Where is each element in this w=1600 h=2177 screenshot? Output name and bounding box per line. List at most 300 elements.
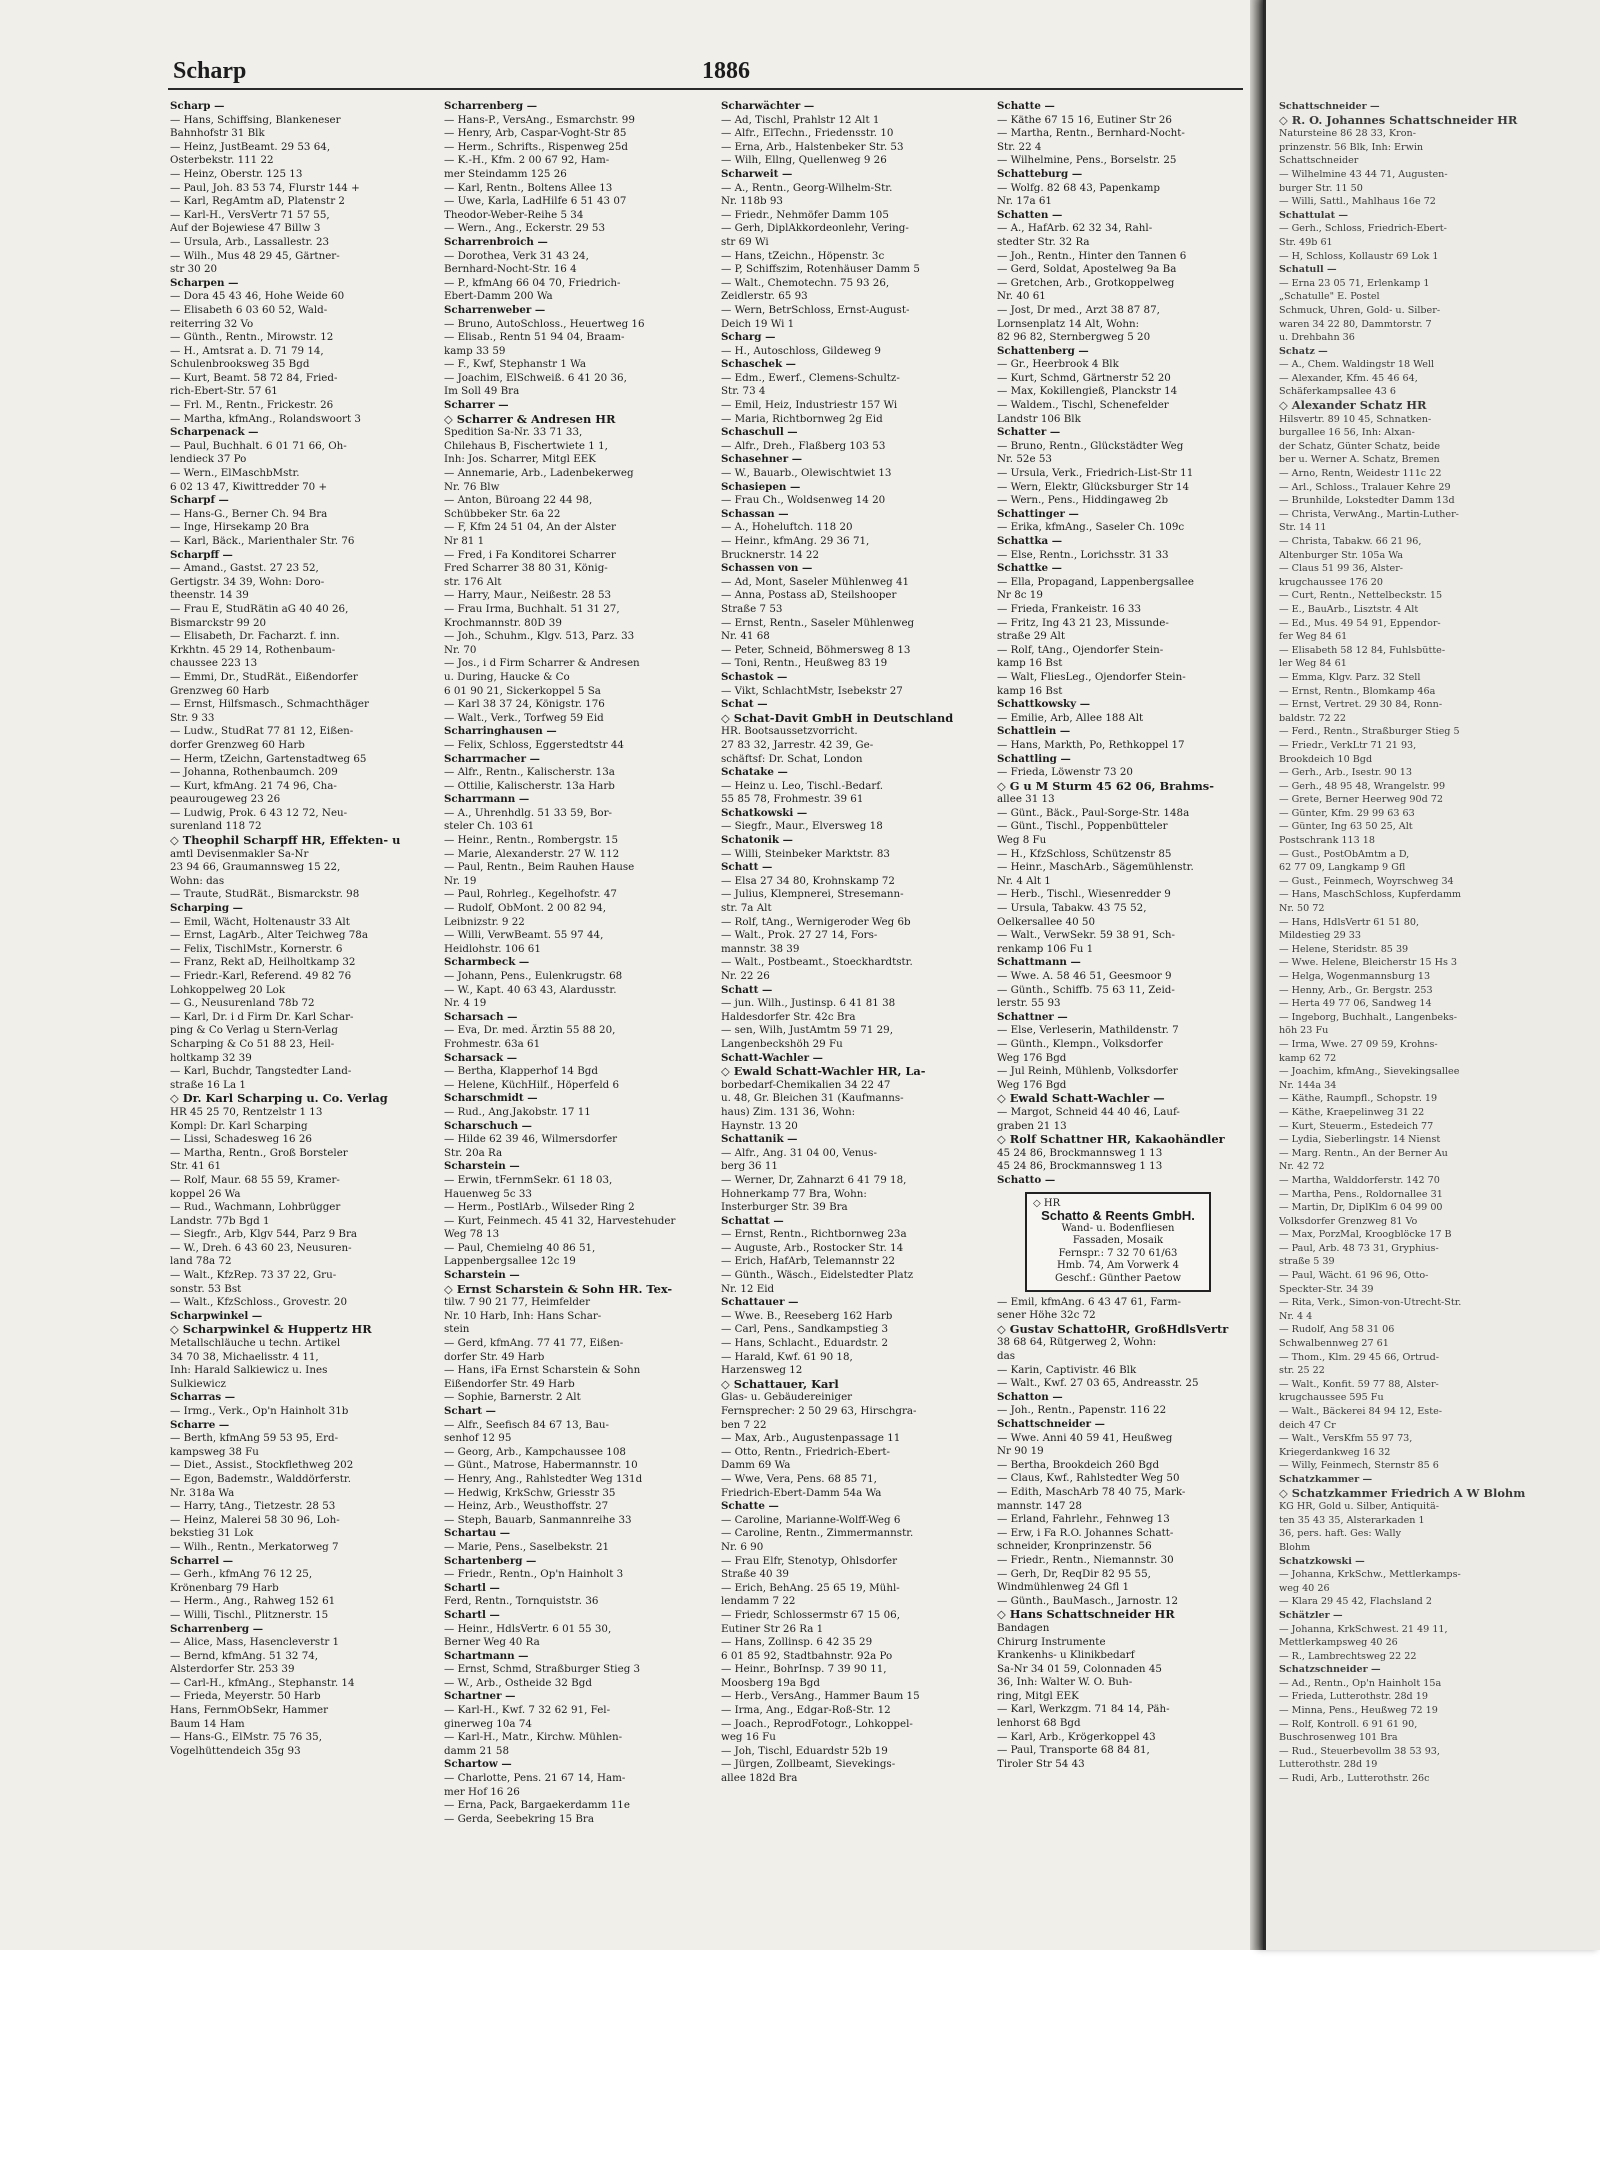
directory-entry-line: — Walt., KfzSchloss., Grovestr. 20	[170, 1296, 348, 1309]
directory-entry-line: — Wwe. Helene, Bleicherstr 15 Hs 3	[1279, 957, 1458, 969]
directory-entry-line: — F, Kfm 24 51 04, An der Alster	[444, 521, 616, 534]
directory-entry-line: — Karl-H., Matr., Kirchw. Mühlen-	[444, 1731, 623, 1744]
directory-entry-line: dorfer Str. 49 Harb	[444, 1350, 545, 1363]
directory-entry-line: — Bruno, Rentn., Glückstädter Weg	[997, 439, 1184, 452]
directory-entry-line: — Friedr., Rentn., Niemannstr. 30	[997, 1553, 1174, 1566]
directory-entry-line: — Elisab., Rentn 51 94 04, Braam-	[444, 331, 625, 344]
directory-entry-line: — Käthe, Kraepelinweg 31 22	[1279, 1106, 1425, 1118]
directory-entry-line: — Steph, Bauarb, Sanmannreihe 33	[444, 1513, 632, 1526]
directory-entry-line: — Alexander, Kfm. 45 46 64,	[1279, 372, 1418, 384]
directory-entry-line: ◇ Ewald Schatt-Wachler HR, La-	[721, 1065, 926, 1079]
directory-entry-line: 23 94 66, Graumannsweg 15 22,	[170, 861, 341, 874]
directory-entry-line: — Erna 23 05 71, Erlenkamp 1	[1279, 277, 1430, 289]
directory-entry-line: — Fritz, Ing 43 21 23, Missunde-	[997, 616, 1169, 629]
directory-entry-line: — P, Schiffszim, Rotenhäuser Damm 5	[721, 263, 920, 276]
directory-entry-line: — Frl. M., Rentn., Frickestr. 26	[170, 399, 334, 412]
directory-entry-line: koppel 26 Wa	[170, 1187, 241, 1200]
directory-entry-line: Mettlerkampsweg 40 26	[1279, 1637, 1398, 1649]
directory-entry-line: — Alfr., Rentn., Kalischerstr. 13a	[444, 766, 615, 779]
directory-entry-line: lendamm 7 22	[721, 1595, 796, 1608]
directory-entry-line: — Karin, Captivistr. 46 Blk	[997, 1363, 1137, 1376]
directory-entry-line: straße 16 La 1	[170, 1078, 246, 1091]
directory-entry-line: haus) Zim. 131 36, Wohn:	[721, 1105, 856, 1118]
directory-entry-line: — Walt., Konfit. 59 77 88, Alster-	[1279, 1378, 1439, 1390]
directory-entry-line: ◇ Scharpwinkel & Huppertz HR	[170, 1323, 372, 1337]
directory-entry-line: Leibnizstr. 9 22	[444, 915, 525, 928]
directory-entry-line: Scharping —	[170, 902, 243, 915]
directory-entry-line: — Ernst, Hilfsmasch., Schmachthäger	[170, 698, 369, 711]
directory-entry-line: Schatzkowski —	[1279, 1555, 1365, 1567]
directory-entry-line: — Claus, Kwf., Rahlstedter Weg 50	[997, 1472, 1180, 1485]
directory-entry-line: Scharwächter —	[721, 100, 815, 112]
directory-entry-line: waren 34 22 80, Dammtorstr. 7	[1279, 318, 1432, 330]
directory-entry-line: Landstr 106 Blk	[997, 412, 1081, 425]
directory-entry-line: Schattlein —	[997, 725, 1071, 738]
directory-entry-line: — Alice, Mass, Hasencleverstr 1	[170, 1636, 340, 1649]
directory-entry-line: — Minna, Pens., Heußweg 72 19	[1279, 1705, 1438, 1717]
directory-entry-line: — Ursula, Tabakw. 43 75 52,	[997, 902, 1147, 915]
directory-entry-line: — Walt., Bäckerei 84 94 12, Este-	[1279, 1406, 1442, 1417]
directory-entry-line: — Johanna, KrkSchwest. 21 49 11,	[1279, 1623, 1448, 1635]
directory-entry-line: Hohnerkamp 77 Bra, Wohn:	[721, 1187, 867, 1200]
directory-entry-line: — Ernst, Rentn., Blomkamp 46a	[1279, 685, 1436, 697]
directory-entry-line: Auf der Bojewiese 47 Billw 3	[170, 222, 321, 235]
directory-entry-line: — Paul, Rentn., Beim Rauhen Hause	[444, 861, 635, 874]
directory-entry-line: — Walt., Chemotechn. 75 93 26,	[721, 276, 890, 289]
directory-entry-line: — Erna, Pack, Bargaekerdamm 11e	[444, 1799, 630, 1812]
directory-entry-line: Friedrich-Ebert-Damm 54a Wa	[721, 1486, 882, 1499]
directory-entry-line: — Jürgen, Zollbeamt, Sievekings-	[721, 1758, 896, 1771]
directory-entry-line: — Elisabeth 6 03 60 52, Wald-	[170, 303, 328, 316]
directory-entry-line: Weg 176 Bgd	[997, 1051, 1067, 1064]
directory-entry-line: berg 36 11	[721, 1160, 778, 1173]
directory-entry-line: Str. 14 11	[1279, 522, 1327, 534]
directory-entry-line: Krönenbarg 79 Harb	[170, 1581, 279, 1594]
directory-entry-line: — Irma, Wwe. 27 09 59, Krohns-	[1279, 1038, 1438, 1050]
directory-entry-line: Altenburger Str. 105a Wa	[1279, 549, 1403, 561]
ad-line: Wand- u. Bodenfliesen	[1061, 1222, 1175, 1234]
directory-entry-line: ◇ Hans Schattschneider HR	[997, 1608, 1175, 1622]
directory-entry-line: — Joachim, ElSchweiß. 6 41 20 36,	[444, 371, 627, 384]
directory-entry-line: — Karl, Dr. i d Firm Dr. Karl Schar-	[170, 1010, 354, 1023]
directory-entry-line: Straße 7 53	[721, 602, 783, 615]
directory-entry-line: Schattner —	[997, 1010, 1068, 1023]
directory-entry-line: — Bertha, Klapperhof 14 Bgd	[444, 1065, 598, 1078]
directory-entry-line: Inh: Jos. Scharrer, Mitgl EEK	[444, 453, 596, 466]
directory-entry-line: — H., Autoschloss, Gildeweg 9	[721, 344, 881, 357]
directory-entry-line: — Willi, Steinbeker Marktstr. 83	[721, 847, 890, 860]
directory-entry-line: ten 35 43 35, Alsterarkaden 1	[1279, 1514, 1425, 1526]
directory-entry-line: Haynstr. 13 20	[721, 1119, 798, 1132]
ad-line: Geschf.: Günther Paetow	[1054, 1273, 1182, 1285]
directory-entry-line: — Joh., Schuhm., Klgv. 513, Parz. 33	[444, 630, 635, 643]
directory-entry-line: — Charlotte, Pens. 21 67 14, Ham-	[444, 1772, 626, 1785]
directory-entry-line: Schattling —	[997, 752, 1071, 765]
directory-entry-line: Vogelhüttendeich 35g 93	[170, 1744, 301, 1757]
directory-entry-line: mer Steindamm 125 26	[444, 167, 567, 180]
column-5	[1279, 100, 1599, 1960]
directory-entry-line: — Gerh., kfmAng 76 12 25,	[170, 1568, 313, 1581]
directory-entry-line: Nr. 4 Alt 1	[997, 874, 1051, 887]
directory-entry-line: prinzenstr. 56 Blk, Inh: Erwin	[1279, 141, 1424, 153]
directory-entry-line: — Gerh., Arb., Isestr. 90 13	[1279, 767, 1412, 779]
directory-entry-line: — F., Kwf, Stephanstr 1 Wa	[444, 358, 586, 371]
directory-entry-line: — Friedr, Schlossermstr 67 15 06,	[721, 1608, 900, 1621]
directory-entry-line: — Ludwig, Prok. 6 43 12 72, Neu-	[170, 806, 348, 819]
directory-entry-line: Scharsach —	[444, 1010, 518, 1023]
directory-entry-line: Weg 176 Bgd	[997, 1078, 1067, 1091]
directory-entry-line: Langenbeckshöh 29 Fu	[721, 1037, 843, 1050]
directory-entry-line: — Walt, FliesLeg., Ojendorfer Stein-	[997, 670, 1186, 683]
directory-entry-line: — Karl, RegAmtm aD, Platenstr 2	[170, 195, 345, 208]
directory-entry-line: Scharrel —	[170, 1554, 234, 1567]
directory-entry-line: — Paul, Wächt. 61 96 96, Otto-	[1279, 1270, 1429, 1282]
directory-entry-line: — Karl-H., VersVertr 71 57 55,	[170, 208, 330, 221]
directory-entry-line: — Ursula, Arb., Lassallestr. 23	[170, 235, 330, 248]
directory-entry-line: Natursteine 86 28 33, Kron-	[1279, 128, 1416, 140]
directory-entry-line: — Käthe, Raumpfl., Schopstr. 19	[1279, 1093, 1438, 1105]
directory-entry-line: ◇ Schat-Davit GmbH in Deutschland	[721, 711, 954, 725]
ad-line: Fassaden, Mosaik	[1072, 1235, 1164, 1247]
directory-entry-line: — Karl-H., Kwf. 7 32 62 91, Fel-	[444, 1704, 611, 1717]
directory-entry-line: Schätzler —	[1279, 1609, 1343, 1621]
directory-entry-line: Gertigstr. 34 39, Wohn: Doro-	[170, 575, 325, 588]
directory-entry-line: — Heinr., MaschArb., Sägemühlenstr.	[997, 861, 1194, 874]
directory-entry-line: Lornsenplatz 14 Alt, Wohn:	[997, 317, 1140, 330]
directory-entry-line: — Günth., Klempn., Volksdorfer	[997, 1037, 1163, 1050]
directory-entry-line: burgallee 16 56, Inh: Alxan-	[1279, 427, 1415, 439]
directory-entry-line: sonstr. 53 Bst	[170, 1282, 242, 1295]
directory-entry-line: Brucknerstr. 14 22	[721, 548, 820, 561]
directory-entry-line: Kompl: Dr. Karl Scharping	[170, 1119, 308, 1132]
directory-entry-line: HR 45 25 70, Rentzelstr 1 13	[170, 1105, 323, 1118]
directory-entry-line: Sa-Nr 34 01 59, Colonnaden 45	[997, 1662, 1162, 1675]
column-4	[997, 100, 1247, 1960]
directory-entry-line: Nr. 4 4	[1279, 1310, 1313, 1322]
directory-entry-line: — Helene, Steridstr. 85 39	[1279, 943, 1409, 955]
directory-entry-line: Krkhtn. 45 29 14, Rothenbaum-	[170, 643, 336, 656]
directory-entry-line: — Rud., Steuerbevollm 38 53 93,	[1279, 1745, 1440, 1757]
directory-entry-line: — Herm., Ang., Rahweg 152 61	[170, 1595, 336, 1608]
directory-entry-line: — Frieda, Lutterothstr. 28d 19	[1279, 1691, 1428, 1703]
directory-entry-line: — Ursula, Verk., Friedrich-List-Str 11	[997, 467, 1194, 480]
directory-entry-line: — Herb., VersAng., Hammer Baum 15	[721, 1690, 920, 1703]
directory-entry-line: stedter Str. 32 Ra	[997, 235, 1090, 248]
directory-entry-line: Metallschläuche u techn. Artikel	[170, 1337, 341, 1350]
directory-entry-line: — P., kfmAng 66 04 70, Friedrich-	[444, 276, 621, 289]
directory-entry-line: Scharras —	[170, 1391, 236, 1404]
directory-entry-line: Scharpenack —	[170, 426, 259, 439]
directory-entry-line: Schäferkampsallee 43 6	[1279, 386, 1396, 398]
directory-entry-line: — Heinr., HdlsVertr. 6 01 55 30,	[444, 1622, 612, 1635]
directory-entry-line: — Harald, Kwf. 61 90 18,	[721, 1350, 853, 1363]
directory-entry-line: mer Hof 16 26	[444, 1785, 520, 1798]
directory-entry-line: — Gerda, Seebekring 15 Bra	[444, 1812, 594, 1825]
directory-entry-line: — Willi, VerwBeamt. 55 97 44,	[444, 929, 604, 942]
directory-entry-line: schäftsf: Dr. Schat, London	[721, 752, 863, 765]
directory-entry-line: — Maria, Richtbornweg 2g Eid	[721, 412, 883, 425]
directory-entry-line: Schartl —	[444, 1608, 500, 1621]
directory-entry-line: 36, Inh: Walter W. O. Buh-	[997, 1676, 1133, 1689]
directory-entry-line: Schmuck, Uhren, Gold- u. Silber-	[1279, 304, 1441, 316]
directory-entry-line: — Harry, tAng., Tietzestr. 28 53	[170, 1500, 336, 1513]
directory-entry-line: — Christa, VerwAng., Martin-Luther-	[1279, 508, 1459, 520]
directory-entry-line: surenland 118 72	[170, 820, 262, 833]
directory-entry-line: — Johanna, KrkSchw., Mettlerkamps-	[1279, 1569, 1461, 1581]
directory-entry-line: Osterbekstr. 111 22	[170, 154, 274, 167]
directory-entry-line: — Karl, Arb., Krögerkoppel 43	[997, 1730, 1156, 1743]
directory-entry-line: Scharpen —	[170, 276, 239, 289]
directory-entry-line: ginerweg 10a 74	[444, 1717, 532, 1730]
directory-entry-line: — Wwe. Anni 40 59 41, Heußweg	[997, 1431, 1173, 1444]
directory-entry-line: — Alfr., Dreh., Flaßberg 103 53	[721, 439, 886, 452]
directory-entry-line: — Herm., PostlArb., Wilseder Ring 2	[444, 1201, 635, 1214]
directory-entry-line: — Erland, Fahrlehr., Fehnweg 13	[997, 1513, 1170, 1526]
directory-entry-line: — Marie, Alexanderstr. 27 W. 112	[444, 847, 620, 860]
directory-entry-line: — W., Dreh. 6 43 60 23, Neusuren-	[170, 1241, 352, 1254]
directory-entry-line: — Gr., Heerbrook 4 Blk	[997, 358, 1119, 371]
directory-entry-line: — Willi, Sattl., Mahlhaus 16e 72	[1279, 196, 1436, 208]
directory-entry-line: — Curt, Rentn., Nettelbeckstr. 15	[1279, 590, 1443, 602]
directory-entry-line: — Hans-G., Berner Ch. 94 Bra	[170, 507, 328, 520]
directory-entry-line: — H, Schloss, Kollaustr 69 Lok 1	[1279, 250, 1439, 262]
directory-entry-line: Schattkowsky —	[997, 698, 1091, 711]
directory-entry-line: — G., Neusurenland 78b 72	[170, 997, 315, 1010]
directory-entry-line: Schatte —	[721, 1500, 779, 1513]
directory-entry-line: — Günth., Wäsch., Eidelstedter Platz	[721, 1269, 914, 1282]
directory-entry-line: Eutiner Str 26 Ra 1	[721, 1622, 824, 1635]
directory-entry-line: Buschrosenweg 101 Bra	[1279, 1732, 1398, 1744]
directory-entry-line: ◇ Ernst Scharstein & Sohn HR. Tex-	[444, 1282, 673, 1296]
directory-entry-line: Schatz —	[1279, 345, 1328, 357]
directory-entry-line: ◇ Dr. Karl Scharping u. Co. Verlag	[170, 1092, 388, 1106]
directory-entry-line: ◇ Ewald Schatt-Wachler —	[997, 1092, 1165, 1106]
directory-entry-line: ring, Mitgl EEK	[997, 1689, 1079, 1702]
directory-entry-line: Eißendorfer Str. 49 Harb	[444, 1377, 575, 1390]
directory-entry-line: krugchaussee 176 20	[1279, 576, 1383, 588]
directory-entry-line: Spedition Sa-Nr. 33 71 33,	[444, 426, 583, 439]
directory-entry-line: — Elisabeth 58 12 84, Fuhlsbütte-	[1279, 644, 1446, 656]
directory-entry-line: — Frau Ch., Woldsenweg 14 20	[721, 494, 886, 507]
directory-entry-line: — R., Lambrechtsweg 22 22	[1279, 1650, 1417, 1662]
directory-entry-line: Im Soll 49 Bra	[444, 385, 520, 398]
directory-entry-line: — Erich, HafArb, Telemannstr 22	[721, 1255, 896, 1268]
directory-entry-line: — Günter, Ing 63 50 25, Alt	[1279, 821, 1413, 833]
directory-entry-line: Hilsvertr. 89 10 45, Schnatken-	[1279, 413, 1432, 425]
directory-entry-line: Nr. 50 72	[1279, 903, 1325, 915]
directory-entry-line: bekstieg 31 Lok	[170, 1527, 254, 1540]
directory-entry-line: Nr. 144a 34	[1279, 1079, 1337, 1091]
directory-entry-line: — Claus 51 99 36, Alster-	[1279, 563, 1404, 575]
directory-entry-line: Schatt —	[721, 861, 773, 874]
directory-entry-line: tilw. 7 90 21 77, Heimfelder	[444, 1296, 591, 1309]
directory-entry-line: Oelkersallee 40 50	[997, 915, 1096, 928]
directory-entry-line: Scharg —	[721, 331, 776, 344]
directory-entry-line: Schat —	[721, 698, 768, 711]
directory-entry-line: Mildestieg 29 33	[1279, 930, 1361, 942]
directory-entry-line: — Wwe, Vera, Pens. 68 85 71,	[721, 1472, 877, 1485]
directory-entry-line: — Herb., Tischl., Wiesenredder 9	[997, 888, 1171, 901]
directory-entry-line: — Hans-P., VersAng., Esmarchstr. 99	[444, 113, 635, 126]
directory-entry-line: — Karl, Rentn., Boltens Allee 13	[444, 181, 613, 194]
directory-entry-line: — Günt., Bäck., Paul-Sorge-Str. 148a	[997, 806, 1190, 819]
directory-entry-line: — Emilie, Arb, Allee 188 Alt	[997, 711, 1144, 724]
directory-entry-line: land 78a 72	[170, 1255, 232, 1268]
ad-line: Fernspr.: 7 32 70 61/63	[1058, 1247, 1178, 1259]
directory-entry-line: Schastok —	[721, 670, 788, 683]
directory-entry-line: — Berth, kfmAng 59 53 95, Erd-	[170, 1432, 339, 1445]
directory-entry-line: renkamp 106 Fu 1	[997, 942, 1094, 955]
directory-entry-line: theenstr. 14 39	[170, 589, 249, 602]
directory-entry-line: — Annemarie, Arb., Ladenbekerweg	[444, 467, 634, 480]
directory-entry-line: ler Weg 84 61	[1279, 658, 1347, 670]
directory-entry-line: Schaschull —	[721, 426, 798, 439]
directory-entry-line: — Felix, TischlMstr., Kornerstr. 6	[170, 942, 343, 955]
directory-entry-line: — Siegfr., Arb, Klgv 544, Parz 9 Bra	[170, 1228, 358, 1241]
directory-entry-line: — Sophie, Barnerstr. 2 Alt	[444, 1391, 581, 1404]
directory-entry-line: — Friedr., Rentn., Op'n Hainholt 3	[444, 1568, 624, 1581]
directory-entry-line: — Fred, i Fa Konditorei Scharrer	[444, 548, 616, 561]
directory-entry-line: kamp 16 Bst	[997, 657, 1063, 670]
directory-entry-line: — Erwin, tFernmSekr. 61 18 03,	[444, 1173, 613, 1186]
directory-entry-line: reiterring 32 Vo	[170, 317, 254, 330]
directory-entry-line: ber u. Werner A. Schatz, Bremen	[1279, 454, 1440, 466]
directory-entry-line: Schattanik —	[721, 1133, 798, 1146]
directory-entry-line: schneider, Kronprinzenstr. 56	[997, 1540, 1152, 1553]
directory-entry-line: — Christa, Tabakw. 66 21 96,	[1279, 536, 1422, 547]
directory-entry-line: — Wilh., Mus 48 29 45, Gärtner-	[170, 249, 340, 262]
directory-entry-line: — Günter, Kfm. 29 99 63 63	[1279, 807, 1415, 819]
directory-entry-line: — W., Kapt. 40 63 43, Alardusstr.	[444, 983, 617, 996]
directory-entry-line: Straße 40 39	[721, 1568, 789, 1581]
directory-entry-line: Schatto —	[997, 1173, 1056, 1186]
directory-entry-line: — Günt., Matrose, Habermannstr. 10	[444, 1459, 638, 1472]
directory-entry-line: baldstr. 72 22	[1279, 712, 1346, 724]
directory-entry-line: — Wilh, Ellng, Quellenweg 9 26	[721, 154, 887, 167]
directory-entry-line: Schattulat —	[1279, 209, 1349, 221]
directory-entry-line: — E., BauArb., Lisztstr. 4 Alt	[1279, 603, 1419, 615]
directory-entry-line: — Franz, Rekt aD, Heilholtkamp 32	[170, 956, 356, 969]
directory-entry-line: — Wilhelmine 43 44 71, Augusten-	[1279, 168, 1448, 180]
directory-entry-line: — Amand., Gastst. 27 23 52,	[170, 562, 319, 575]
directory-entry-line: — A., Chem. Waldingstr 18 Well	[1279, 359, 1435, 371]
directory-entry-line: Scharrenweber —	[444, 303, 546, 316]
directory-entry-line: — Gerd, kfmAng. 77 41 77, Eißen-	[444, 1337, 624, 1350]
directory-entry-line: Schattka —	[997, 535, 1063, 547]
directory-entry-line: HR. Bootsaussetzvorricht.	[721, 725, 858, 738]
directory-entry-line: — Kurt, kfmAng. 21 74 96, Cha-	[170, 779, 337, 792]
directory-entry-line: — Helene, KüchHilf., Höperfeld 6	[444, 1078, 620, 1091]
directory-entry-line: Schatull —	[1279, 264, 1337, 276]
directory-entry-line: 45 24 86, Brockmannsweg 1 13	[997, 1146, 1163, 1159]
directory-entry-line: Lappenbergsallee 12c 19	[444, 1255, 576, 1268]
directory-entry-line: — Irma, Ang., Edgar-Roß-Str. 12	[721, 1704, 891, 1717]
directory-entry-line: Schartmann —	[444, 1649, 529, 1662]
directory-entry-line: — Rudolf, ObMont. 2 00 82 94,	[444, 902, 607, 915]
directory-entry-line: Schartl —	[444, 1581, 500, 1594]
directory-entry-line: graben 21 13	[997, 1119, 1067, 1132]
directory-entry-line: — Anna, Postass aD, Steilshooper	[721, 589, 897, 602]
directory-entry-line: damm 21 58	[444, 1744, 510, 1757]
directory-entry-line: — Lissi, Schadesweg 16 26	[170, 1133, 312, 1146]
directory-entry-line: Nr. 52e 53	[997, 453, 1052, 466]
directory-entry-line: str. 7a Alt	[721, 902, 772, 915]
directory-entry-line: Lutterothstr. 28d 19	[1279, 1759, 1378, 1771]
directory-entry-line: — Joh., Rentn., Papenstr. 116 22	[997, 1404, 1167, 1417]
directory-entry-line: — Erich, BehAng. 25 65 19, Mühl-	[721, 1581, 900, 1594]
directory-entry-line: 45 24 86, Brockmannsweg 1 13	[997, 1160, 1163, 1173]
directory-entry-line: — Heinz, JustBeamt. 29 53 64,	[170, 140, 331, 153]
directory-entry-line: — Uwe, Karla, LadHilfe 6 51 43 07	[444, 195, 627, 208]
directory-entry-line: — Martha, kfmAng., Rolandswoort 3	[170, 412, 361, 425]
directory-entry-line: — Alfr., Ang. 31 04 00, Venus-	[721, 1146, 877, 1159]
directory-entry-line: Schart —	[444, 1405, 496, 1417]
directory-entry-line: — Ferd., Rentn., Straßburger Stieg 5	[1279, 726, 1460, 738]
directory-entry-line: — Kurt, Steuerm., Estedeich 77	[1279, 1120, 1434, 1132]
directory-entry-line: — Heinr., Rentn., Rombergstr. 15	[444, 834, 619, 847]
column-2	[444, 100, 714, 1960]
directory-entry-line: Speckter-Str. 34 39	[1279, 1283, 1374, 1295]
directory-entry-line: Scharp —	[170, 100, 225, 112]
directory-entry-line: str 30 20	[170, 263, 218, 276]
directory-entry-line: — Joh, Tischl, Eduardstr 52b 19	[721, 1744, 888, 1757]
directory-entry-line: Schartow —	[444, 1758, 512, 1771]
directory-entry-line: — Wolfg. 82 68 43, Papenkamp	[997, 181, 1160, 194]
directory-entry-line: 38 68 64, Rütgerweg 2, Wohn:	[997, 1336, 1157, 1349]
directory-entry-line: — sen, Wilh, JustAmtm 59 71 29,	[721, 1024, 893, 1037]
directory-entry-line: — Alfr., ElTechn., Friedensstr. 10	[721, 127, 894, 140]
directory-entry-line: Landstr. 77b Bgd 1	[170, 1214, 270, 1227]
directory-entry-line: Nr. 22 26	[721, 970, 770, 982]
directory-entry-line: — Walt., VersKfm 55 97 73,	[1279, 1433, 1413, 1445]
directory-entry-line: Schattke —	[997, 562, 1062, 575]
directory-entry-line: — A., Uhrenhdlg. 51 33 59, Bor-	[444, 806, 613, 819]
directory-entry-line: Harzensweg 12	[721, 1364, 803, 1377]
directory-entry-line: — Paul, Buchhalt. 6 01 71 66, Oh-	[170, 439, 347, 452]
directory-entry-line: senhof 12 95	[444, 1432, 512, 1445]
directory-entry-line: — Harry, Maur., Neißestr. 28 53	[444, 589, 612, 602]
directory-entry-line: — Carl-H., kfmAng., Stephanstr. 14	[170, 1676, 355, 1689]
directory-entry-line: ping & Co Verlag u Stern-Verlag	[170, 1024, 338, 1037]
directory-entry-line: — Ernst, Schmd, Straßburger Stieg 3	[444, 1663, 641, 1676]
directory-entry-line: borbedarf-Chemikalien 34 22 47	[721, 1078, 891, 1091]
directory-entry-line: — Walt., Prok. 27 27 14, Fors-	[721, 929, 878, 942]
directory-entry-line: — Caroline, Rentn., Zimmermannstr.	[721, 1527, 914, 1540]
directory-entry-line: Haldesdorfer Str. 42c Bra	[721, 1010, 856, 1023]
directory-entry-line: — Hans, Schlacht., Eduardstr. 2	[721, 1337, 889, 1350]
directory-entry-line: Schaschek —	[721, 358, 796, 371]
directory-entry-line: — A., HafArb. 62 32 34, Rahl-	[997, 222, 1153, 235]
directory-entry-line: — Arl., Schloss., Tralauer Kehre 29	[1279, 481, 1451, 493]
directory-entry-line: — Gerd, Soldat, Apostelweg 9a Ba	[997, 263, 1177, 276]
directory-entry-line: Sulkiewicz	[170, 1377, 226, 1390]
directory-entry-line: — Emmi, Dr., StudRät., Eißendorfer	[170, 670, 358, 683]
directory-entry-line: — Walt., VerwSekr. 59 38 91, Sch-	[997, 929, 1176, 942]
directory-entry-line: ◇ Schatzkammer Friedrich A W Blohm	[1279, 1486, 1526, 1500]
directory-entry-line: Str. 49b 61	[1279, 236, 1333, 248]
directory-entry-line: — Heinr., kfmAng. 29 36 71,	[721, 535, 870, 547]
directory-entry-line: Nr. 40 61	[997, 290, 1046, 303]
directory-entry-line: Moosberg 19a Bgd	[721, 1676, 820, 1689]
directory-entry-line: — Hans, MaschSchloss, Kupferdamm	[1279, 889, 1462, 901]
directory-entry-line: — Johann, Pens., Eulenkrugstr. 68	[444, 970, 623, 982]
directory-entry-line: — Rudi, Arb., Lutterothstr. 26c	[1279, 1773, 1430, 1785]
directory-entry-line: Nr 81 1	[444, 535, 485, 547]
directory-entry-line: — Gretchen, Arb., Grotkoppelweg	[997, 276, 1175, 289]
directory-entry-line: — Margot, Schneid 44 40 46, Lauf-	[997, 1105, 1180, 1118]
directory-entry-line: Scharstein —	[444, 1160, 520, 1173]
directory-entry-line: — Henny, Arb., Gr. Bergstr. 253	[1279, 984, 1433, 996]
